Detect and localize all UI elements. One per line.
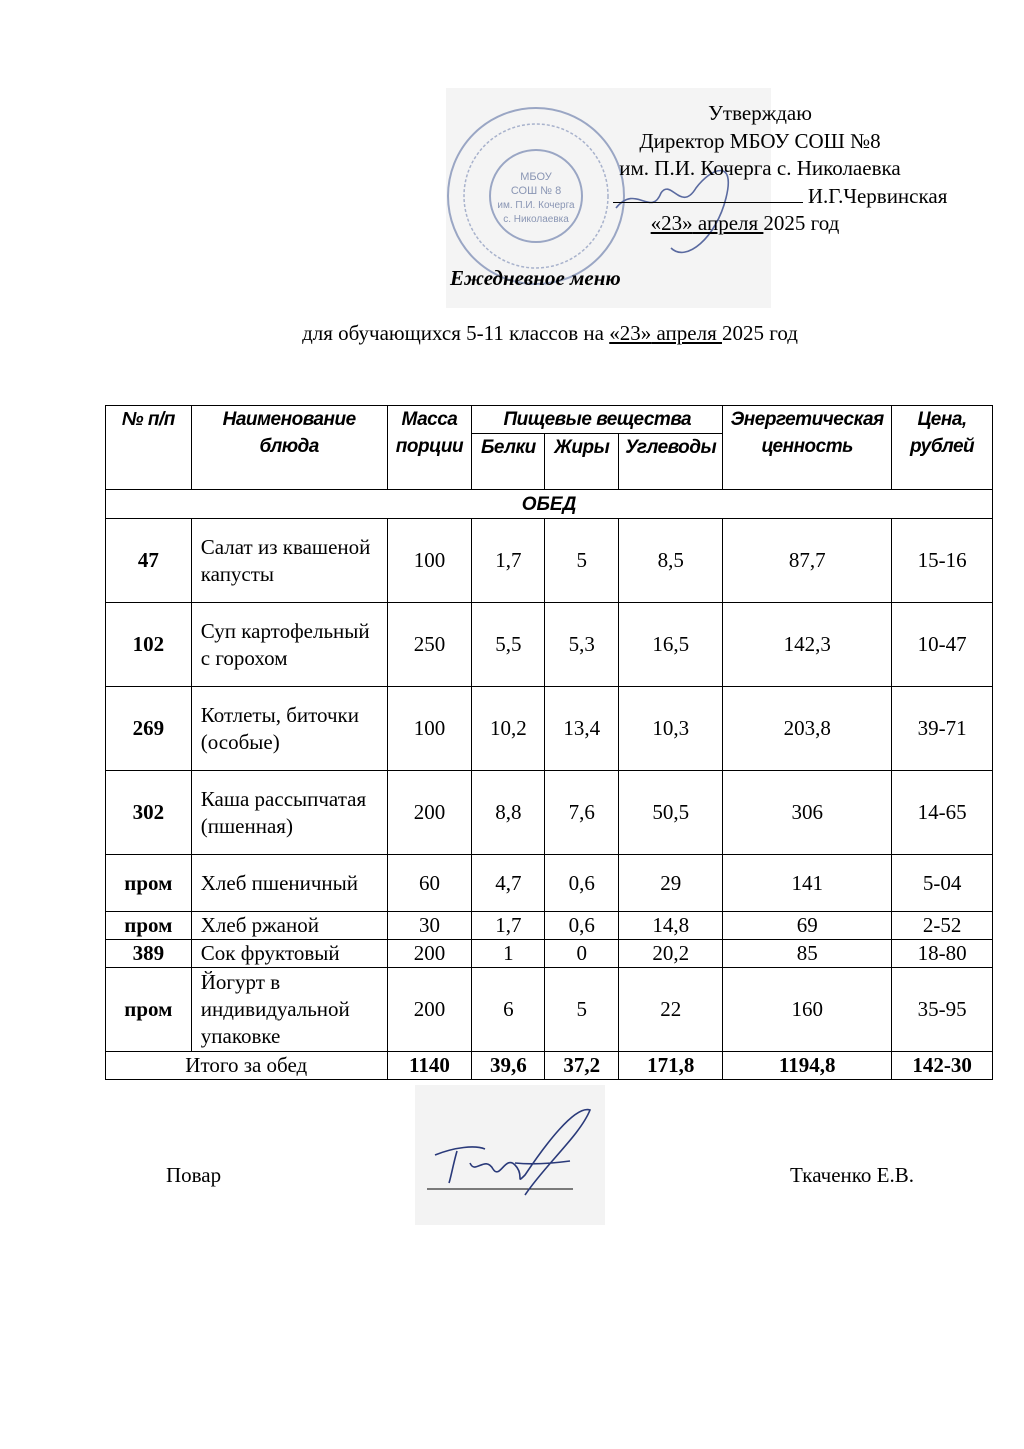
cell-name: Котлеты, биточки (особые) [191, 687, 387, 771]
cell-carbs: 50,5 [619, 771, 723, 855]
cell-energy: 142,3 [723, 603, 892, 687]
cell-fat: 7,6 [545, 771, 619, 855]
svg-text:МБОУ: МБОУ [520, 171, 552, 183]
cell-energy: 203,8 [723, 687, 892, 771]
cell-mass: 200 [387, 968, 472, 1052]
header-name: Наименование блюда [191, 406, 387, 490]
cell-price: 10-47 [892, 603, 993, 687]
cell-fat: 0,6 [545, 855, 619, 912]
cell-price: 2-52 [892, 912, 993, 940]
cell-price: 18-80 [892, 940, 993, 968]
cell-mass: 100 [387, 519, 472, 603]
cell-energy: 141 [723, 855, 892, 912]
cell-protein: 6 [472, 968, 545, 1052]
approval-date-day: «23» [650, 211, 693, 235]
svg-text:им. П.И. Кочерга: им. П.И. Кочерга [497, 200, 575, 211]
approval-signer: И.Г.Червинская [807, 183, 948, 208]
cell-carbs: 16,5 [619, 603, 723, 687]
menu-table [105, 405, 993, 1080]
header-carbs: Углеводы [619, 434, 723, 490]
cell-mass: 60 [387, 855, 472, 912]
cell-fat: 5 [545, 519, 619, 603]
cell-carbs: 22 [619, 968, 723, 1052]
header-mass: Масса порции [387, 406, 472, 490]
cell-protein: 5,5 [472, 603, 545, 687]
cell-price: 35-95 [892, 968, 993, 1052]
cell-code: пром [106, 968, 192, 1052]
svg-text:СОШ № 8: СОШ № 8 [510, 185, 562, 197]
table-row [106, 855, 993, 912]
subtitle-day: «23» [609, 321, 652, 345]
section-lunch: ОБЕД [106, 490, 993, 519]
cell-fat: 0 [545, 940, 619, 968]
cell-carbs: 20,2 [619, 940, 723, 968]
header-fat: Жиры [545, 434, 619, 490]
table-row [106, 912, 993, 940]
total-fat: 37,2 [545, 1052, 619, 1080]
cell-name: Хлеб пшеничный [191, 855, 387, 912]
table-row [106, 771, 993, 855]
approval-date-year: 2025 год [763, 211, 840, 235]
signature-line [613, 184, 803, 203]
cell-price: 5-04 [892, 855, 993, 912]
cell-name: Сок фруктовый [191, 940, 387, 968]
cell-code: 302 [106, 771, 192, 855]
cell-code: 269 [106, 687, 192, 771]
total-price: 142-30 [892, 1052, 993, 1080]
cell-energy: 306 [723, 771, 892, 855]
cell-protein: 1 [472, 940, 545, 968]
approval-position: Директор МБОУ СОШ №8 [639, 128, 881, 153]
cook-name: Ткаченко Е.В. [790, 1163, 915, 1187]
cell-code: пром [106, 912, 192, 940]
header-num: № п/п [106, 406, 192, 490]
cell-name: Суп картофельный с горохом [191, 603, 387, 687]
cell-fat: 5 [545, 968, 619, 1052]
cell-name: Салат из квашеной капусты [191, 519, 387, 603]
cell-name: Каша рассыпчатая (пшенная) [191, 771, 387, 855]
cell-energy: 160 [723, 968, 892, 1052]
cell-name: Хлеб ржаной [191, 912, 387, 940]
cook-signature [415, 1085, 605, 1225]
cell-protein: 1,7 [472, 912, 545, 940]
table-row [106, 603, 993, 687]
header-energy: Энергетическая ценность [723, 406, 892, 490]
header-nutrients: Пищевые вещества [472, 406, 723, 434]
cell-protein: 10,2 [472, 687, 545, 771]
approval-date-month: апреля [692, 211, 764, 235]
cell-carbs: 29 [619, 855, 723, 912]
cell-price: 39-71 [892, 687, 993, 771]
cell-protein: 1,7 [472, 519, 545, 603]
subtitle-year: 2025 год [721, 321, 798, 345]
subtitle-month: апреля [651, 321, 722, 345]
cook-label: Повар [166, 1163, 222, 1187]
approval-school: им. П.И. Кочерга с. Николаевка [619, 156, 901, 180]
cell-protein: 4,7 [472, 855, 545, 912]
cell-price: 15-16 [892, 519, 993, 603]
table-row [106, 968, 993, 1052]
page-subtitle [0, 321, 1024, 346]
table-row [106, 687, 993, 771]
total-row [106, 1052, 993, 1080]
cell-energy: 85 [723, 940, 892, 968]
header-protein: Белки [472, 434, 545, 490]
total-mass: 1140 [387, 1052, 472, 1080]
cell-code: 102 [106, 603, 192, 687]
total-protein: 39,6 [472, 1052, 545, 1080]
total-label: Итого за обед [106, 1052, 388, 1080]
cell-mass: 250 [387, 603, 472, 687]
total-energy: 1194,8 [723, 1052, 892, 1080]
cell-carbs: 10,3 [619, 687, 723, 771]
approval-block [560, 100, 960, 238]
cell-fat: 5,3 [545, 603, 619, 687]
cell-fat: 13,4 [545, 687, 619, 771]
total-carbs: 171,8 [619, 1052, 723, 1080]
cell-energy: 87,7 [723, 519, 892, 603]
subtitle-text: для обучающихся 5-11 классов на [302, 321, 610, 345]
header-price: Цена, рублей [892, 406, 993, 490]
cell-carbs: 8,5 [619, 519, 723, 603]
table-row [106, 519, 993, 603]
cell-mass: 100 [387, 687, 472, 771]
cell-carbs: 14,8 [619, 912, 723, 940]
svg-text:с. Николаевка: с. Николаевка [503, 214, 569, 225]
cell-protein: 8,8 [472, 771, 545, 855]
page-title: Ежедневное меню [450, 266, 621, 290]
cell-price: 14-65 [892, 771, 993, 855]
cell-name: Йогурт в индивидуальной упаковке [191, 968, 387, 1052]
cell-code: пром [106, 855, 192, 912]
approval-heading: Утверждаю [708, 101, 812, 125]
cell-mass: 200 [387, 940, 472, 968]
cell-fat: 0,6 [545, 912, 619, 940]
cell-mass: 200 [387, 771, 472, 855]
cell-mass: 30 [387, 912, 472, 940]
cell-code: 47 [106, 519, 192, 603]
table-row [106, 940, 993, 968]
cell-energy: 69 [723, 912, 892, 940]
cell-code: 389 [106, 940, 192, 968]
